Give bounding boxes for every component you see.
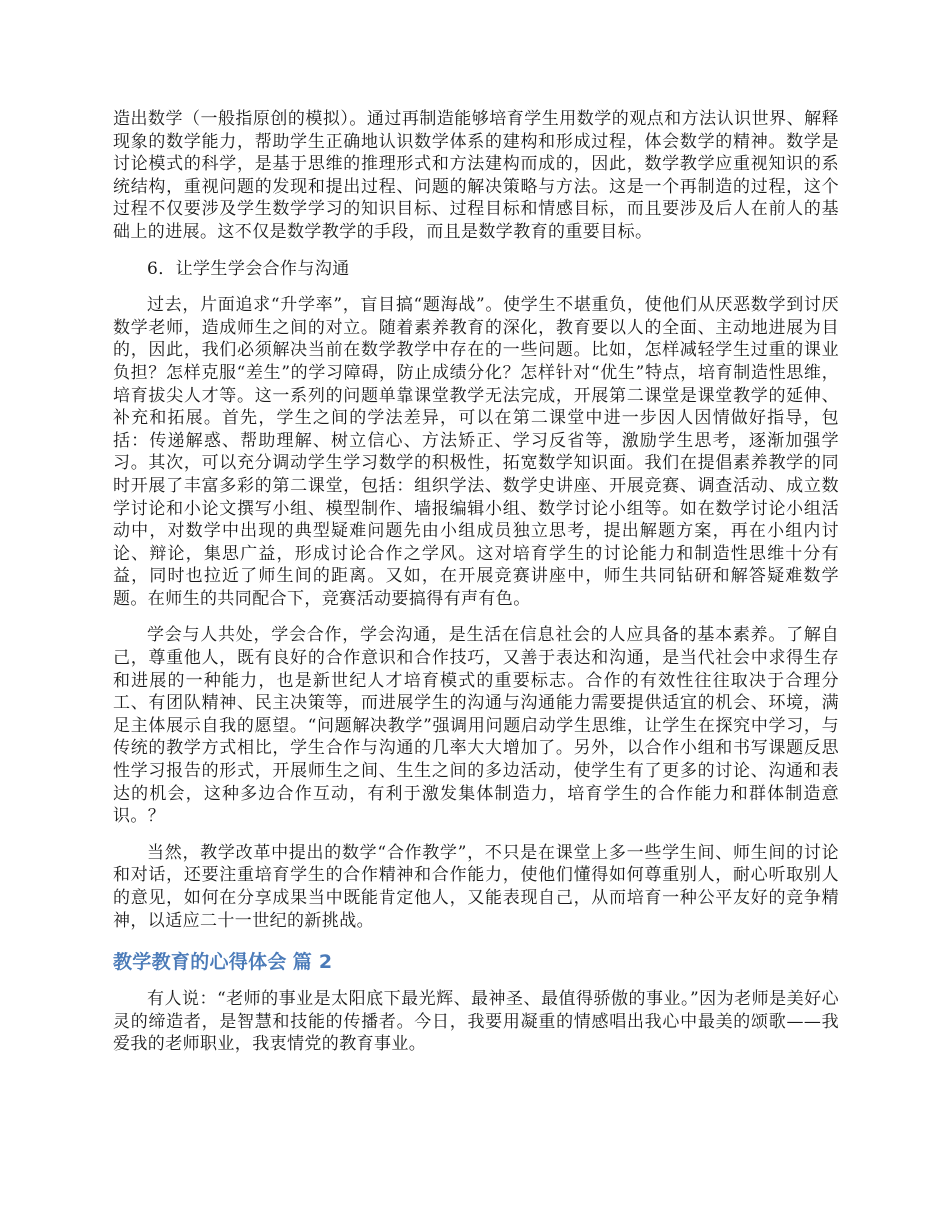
list-item-heading-6: 6．让学生学会合作与沟通 [147,258,350,279]
paragraph-teacher-career: 有人说：“老师的事业是太阳底下最光辉、最神圣、最值得骄傲的事业。”因为老师是美好心灵的缔造者，是智慧和技能的传播者。今日，我要用凝重的情感唱出我心中最美的颂歌——我爱我的老师职业，我衷情党的教育事业。 [113,989,839,1055]
paragraph-cooperation: 学会与人共处，学会合作，学会沟通，是生活在信息社会的人应具备的基本素养。了解自己，尊重他人，既有良好的合作意识和合作技巧，又善于表达和沟通，是当代社会中求得生存和进展的一种能力，也是新世纪人才培育模式的重要标志。合作的有效性往往取决于合理分工、有团队精神、民主决策等，而进展学生的沟通与沟通能力需要提供适宜的机会、环境，满足主体展示自我的愿望。“问题解决教学”强调用问题启动学生思维，让学生在探究中学习，与传统的教学方式相比，学生合作与沟通的几率大大增加了。另外，以合作小组和书写课题反思性学习报告的形式，开展师生之间、生生之间的多边活动，使学生有了更多的讨论、沟通和表达的机会，这种多边合作互动，有利于激发集体制造力，培育学生的合作能力和群体制造意识。？ [113,625,839,827]
section-heading-suffix: 篇 2 [292,951,333,974]
section-heading [113,950,839,974]
paragraph-cooperative-teaching: 当然，教学改革中提出的数学“合作教学”，不只是在课堂上多一些学生间、师生间的讨论和对话，还要注重培育学生的合作精神和合作能力，使他们懂得如何尊重别人，耐心听取别人的意见，如何在分享成果当中既能肯定他人，又能表现自己，从而培育一种公平友好的竞争精神，以适应二十一世纪的新挑战。 [113,842,839,931]
paragraph-continuation: 造出数学（一般指原创的模拟）。通过再制造能够培育学生用数学的观点和方法认识世界、解释现象的数学能力，帮助学生正确地认识数学体系的建构和形成过程，体会数学的精神。数学是讨论模式的科学，是基于思维的推理形式和方法建构而成的，因此，数学教学应重视知识的系统结构，重视问题的发现和提出过程、问题的解决策略与方法。这是一个再制造的过程，这个过程不仅要涉及学生数学学习的知识目标、过程目标和情感目标，而且要涉及后人在前人的基础上的进展。这不仅是数学教学的手段，而且是数学教育的重要目标。 [113,109,839,242]
section-heading-title: 教学教育的心得体会 [113,951,287,974]
document-page [113,108,839,1070]
paragraph-past-exam-pressure: 过去，片面追求“升学率”，盲目搞“题海战”。使学生不堪重负，使他们从厌恶数学到讨厌数学老师，造成师生之间的对立。随着素养教育的深化，教育要以人的全面、主动地进展为目的，因此，我们必须解决当前在数学教学中存在的一些问题。比如，怎样减轻学生过重的课业负担？怎样克服“差生”的学习障碍，防止成绩分化？怎样针对“优生”特点，培育制造性思维，培育拔尖人才等。这一系列的问题单靠课堂教学无法完成，开展第二课堂是课堂教学的延伸、补充和拓展。首先，学生之间的学法差异，可以在第二课堂中进一步因人因情做好指导，包括：传递解惑、帮助理解、树立信心、方法矫正、学习反省等，激励学生思考，逐渐加强学习。其次，可以充分调动学生学习数学的积极性，拓宽数学知识面。我们在提倡素养教学的同时开展了丰富多彩的第二课堂，包括：组织学法、数学史讲座、开展竞赛、调查活动、成立数学讨论和小论文撰写小组、模型制作、墙报编辑小组、数学讨论小组等。如在数学讨论小组活动中，对数学中出现的典型疑难问题先由小组成员独立思考，提出解题方案，再在小组内讨论、辩论，集思广益，形成讨论合作之学风。这对培育学生的讨论能力和制造性思维十分有益，同时也拉近了师生间的距离。又如，在开展竞赛讲座中，师生共同钻研和解答疑难数学题。在师生的共同配合下，竞赛活动要搞得有声有色。 [113,295,839,609]
